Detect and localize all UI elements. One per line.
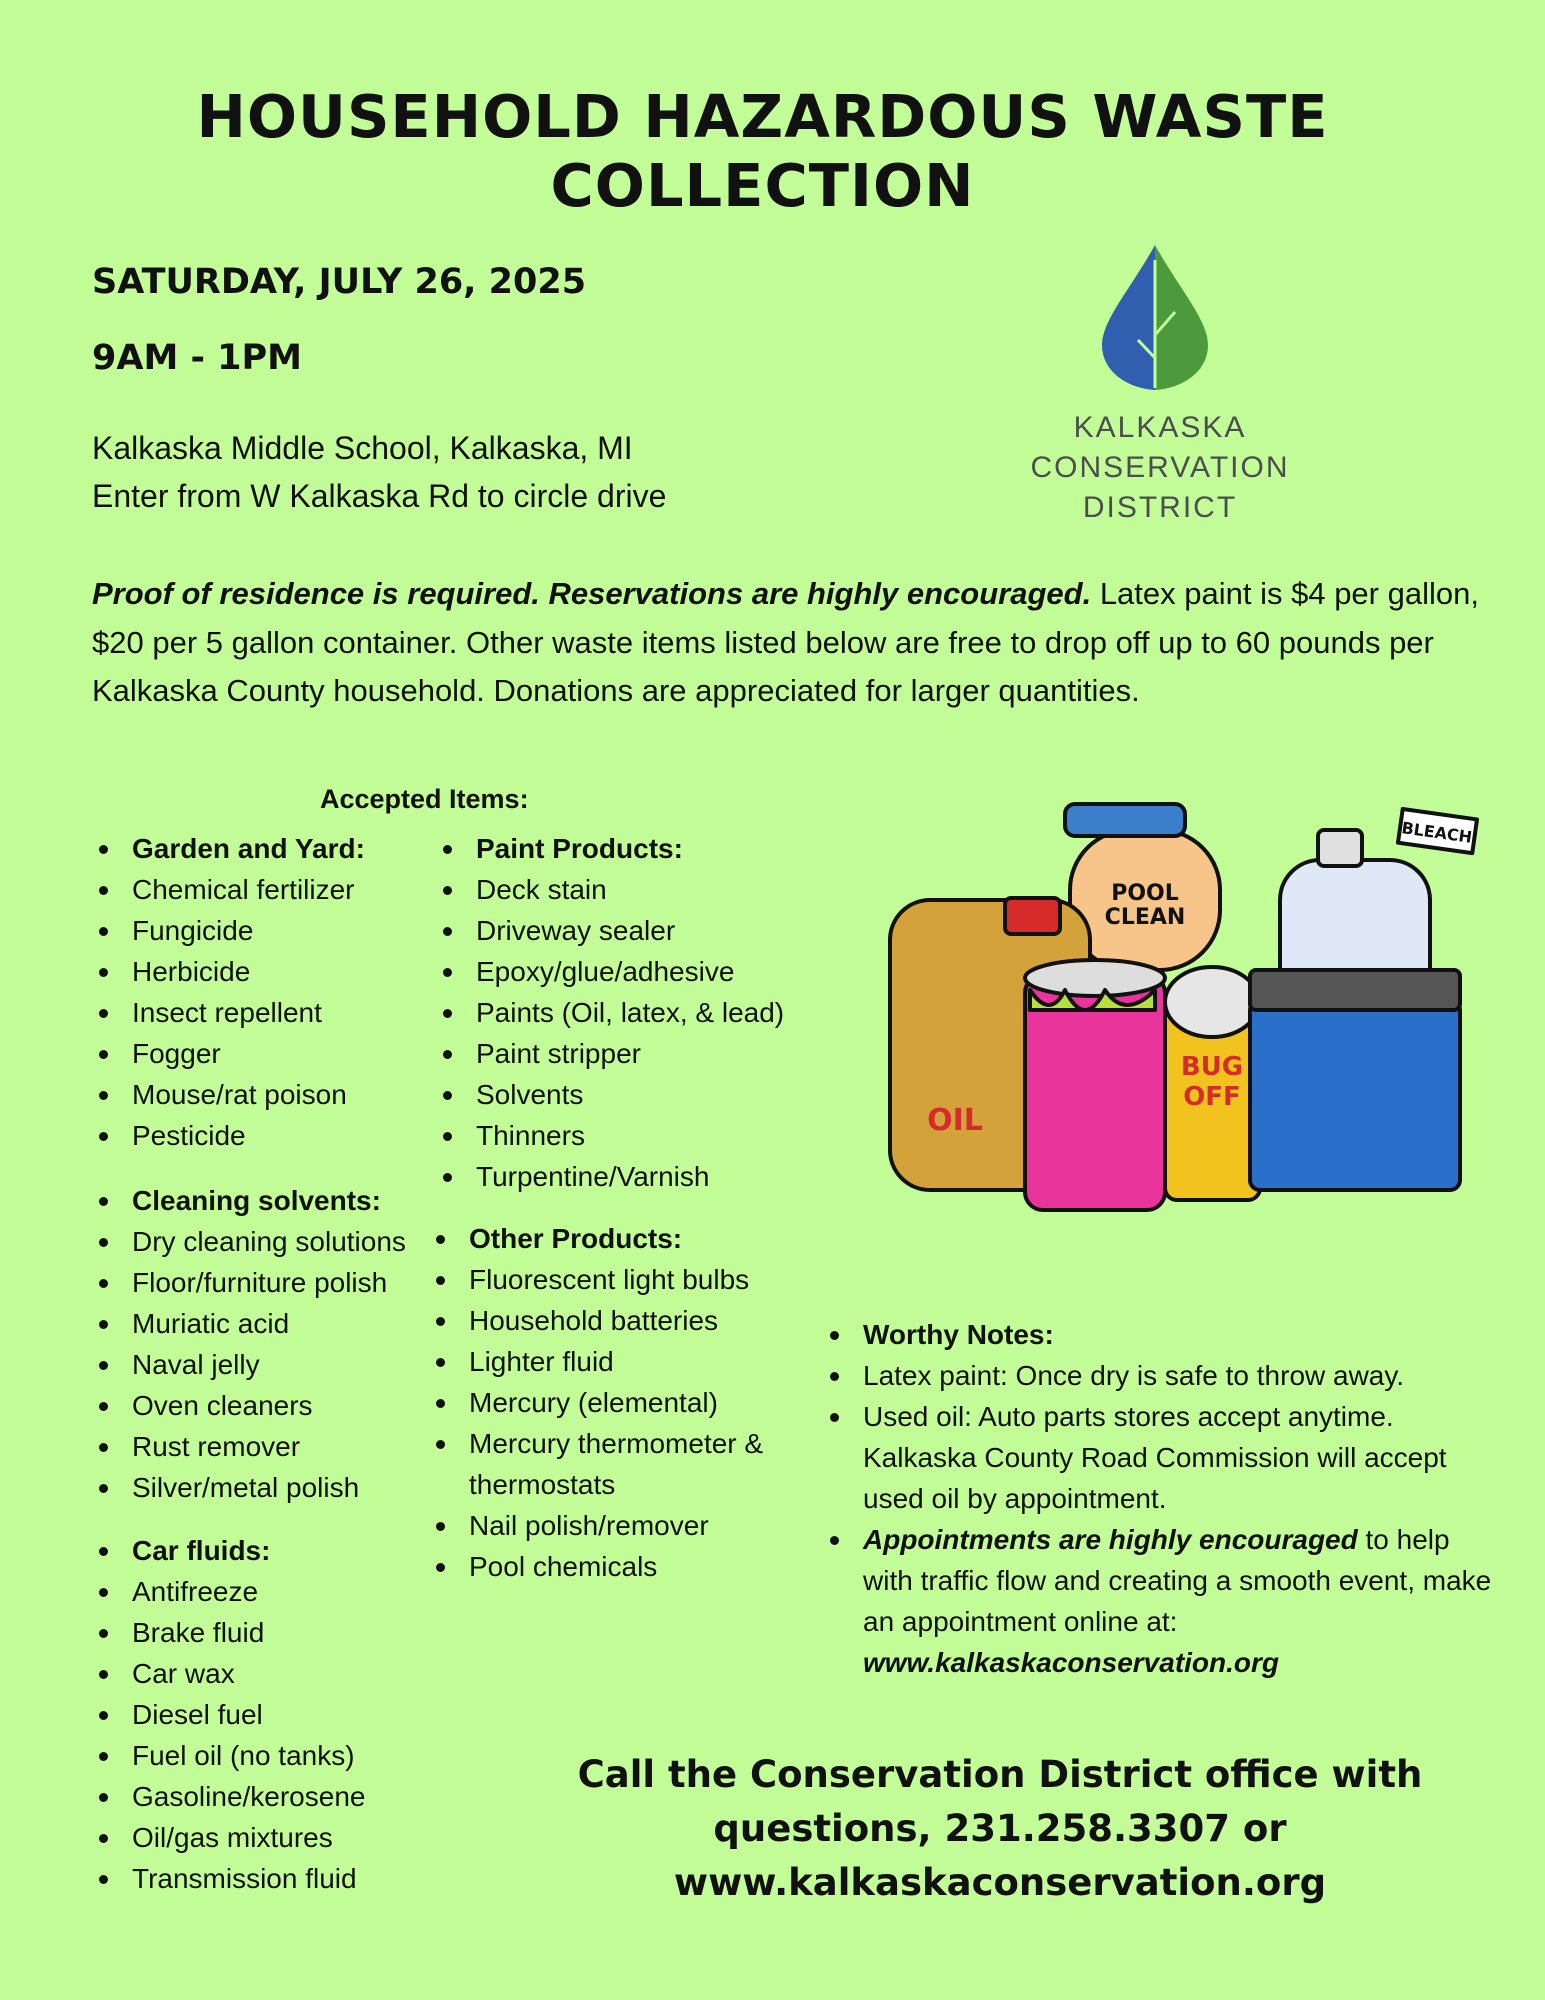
contact-line-2: questions, 231.258.3307 or xyxy=(713,1807,1287,1850)
list-item: Silver/metal polish xyxy=(92,1467,452,1508)
notes-heading: Worthy Notes: xyxy=(823,1314,1503,1355)
accepted-items-title: Accepted Items: xyxy=(320,784,529,814)
label-bleach: BLEACH xyxy=(1400,818,1474,847)
list-item: Fogger xyxy=(92,1033,432,1074)
logo-line-3: DISTRICT xyxy=(1082,491,1238,524)
logo-line-1: KALKASKA xyxy=(1073,411,1247,444)
paint-section xyxy=(436,828,816,1197)
list-item: Paint stripper xyxy=(436,1033,816,1074)
leaf-drop-icon xyxy=(1010,240,1310,390)
event-date: SATURDAY, JULY 26, 2025 xyxy=(92,262,587,302)
list-item: Brake fluid xyxy=(92,1612,432,1653)
cleaning-heading: Cleaning solvents: xyxy=(92,1180,452,1221)
other-list xyxy=(429,1218,789,1587)
list-item: Naval jelly xyxy=(92,1344,452,1385)
cleaning-list xyxy=(92,1180,452,1508)
note-appointments-text: to help with traffic flow and creating a smooth event, make an appointment online at: xyxy=(863,1524,1492,1637)
list-item: Mouse/rat poison xyxy=(92,1074,432,1115)
district-logo xyxy=(1010,240,1310,395)
list-item: Lighter fluid xyxy=(429,1341,789,1382)
list-item: Solvents xyxy=(436,1074,816,1115)
list-item: Gasoline/kerosene xyxy=(92,1776,432,1817)
note-oil: Used oil: Auto parts stores accept anytime. Kalkaska County Road Commission will accept used oil by appointment. xyxy=(823,1396,1503,1519)
list-item: Insect repellent xyxy=(92,992,432,1033)
label-off: OFF xyxy=(1183,1082,1241,1112)
list-item: Car wax xyxy=(92,1653,432,1694)
list-item: Oil/gas mixtures xyxy=(92,1817,432,1858)
intro-text: Latex paint is $4 per gallon, $20 per 5 gallon container. Other waste items listed below are free to drop off up to 60 pounds per Kalkaska County household. Donations are appreciated for larger quantities. xyxy=(92,576,1479,708)
label-clean: CLEAN xyxy=(1104,905,1186,930)
list-item: Driveway sealer xyxy=(436,910,816,951)
list-item: Antifreeze xyxy=(92,1571,432,1612)
list-item: Nail polish/remover xyxy=(429,1505,789,1546)
contact-line-1: Call the Conservation District office with xyxy=(577,1753,1423,1796)
list-item: Muriatic acid xyxy=(92,1303,452,1344)
list-item: Epoxy/glue/adhesive xyxy=(436,951,816,992)
paint-list xyxy=(436,828,816,1197)
page-title xyxy=(0,82,1525,220)
note-latex: Latex paint: Once dry is safe to throw away. xyxy=(823,1355,1503,1396)
list-item: Paints (Oil, latex, & lead) xyxy=(436,992,816,1033)
worthy-notes xyxy=(823,1314,1503,1683)
district-logo-text xyxy=(990,408,1330,528)
cartoon-containers-image xyxy=(880,790,1490,1220)
list-item: Dry cleaning solutions xyxy=(92,1221,452,1262)
label-oil: OIL xyxy=(927,1103,983,1138)
other-section xyxy=(429,1218,789,1587)
paint-heading: Paint Products: xyxy=(436,828,816,869)
list-item: Oven cleaners xyxy=(92,1385,452,1426)
hazardous-containers-illustration xyxy=(880,790,1490,1225)
note-appointments-emphasis: Appointments are highly encouraged xyxy=(863,1524,1358,1555)
list-item: Mercury (elemental) xyxy=(429,1382,789,1423)
label-pool: POOL xyxy=(1111,881,1179,906)
list-item: Fuel oil (no tanks) xyxy=(92,1735,432,1776)
list-item: Fungicide xyxy=(92,910,432,951)
event-location xyxy=(92,424,666,520)
list-item: Household batteries xyxy=(429,1300,789,1341)
contact-website[interactable]: www.kalkaskaconservation.org xyxy=(673,1861,1327,1904)
car-battery xyxy=(1250,1000,1460,1190)
event-time: 9AM - 1PM xyxy=(92,338,302,378)
list-item: Rust remover xyxy=(92,1426,452,1467)
car-section xyxy=(92,1530,432,1899)
label-bug: BUG xyxy=(1180,1052,1244,1082)
intro-paragraph xyxy=(92,570,1492,716)
list-item: Chemical fertilizer xyxy=(92,869,432,910)
title-line-2: COLLECTION xyxy=(550,151,975,220)
list-item: Pesticide xyxy=(92,1115,432,1156)
cleaning-section xyxy=(92,1180,452,1508)
contact-info xyxy=(520,1748,1480,1910)
list-item: Pool chemicals xyxy=(429,1546,789,1587)
list-item: Deck stain xyxy=(436,869,816,910)
car-list xyxy=(92,1530,432,1899)
list-item: Floor/furniture polish xyxy=(92,1262,452,1303)
list-item: Turpentine/Varnish xyxy=(436,1156,816,1197)
logo-line-2: CONSERVATION xyxy=(1030,451,1290,484)
garden-list xyxy=(92,828,432,1156)
list-item: Fluorescent light bulbs xyxy=(429,1259,789,1300)
list-item: Diesel fuel xyxy=(92,1694,432,1735)
intro-emphasis: Proof of residence is required. Reservations are highly encouraged. xyxy=(92,576,1092,611)
garden-heading: Garden and Yard: xyxy=(92,828,432,869)
location-line-1: Kalkaska Middle School, Kalkaska, MI xyxy=(92,430,633,466)
location-line-2: Enter from W Kalkaska Rd to circle drive xyxy=(92,478,667,514)
list-item: Herbicide xyxy=(92,951,432,992)
title-line-1: HOUSEHOLD HAZARDOUS WASTE xyxy=(196,82,1329,151)
website-link[interactable]: www.kalkaskaconservation.org xyxy=(863,1647,1280,1678)
list-item: Transmission fluid xyxy=(92,1858,432,1899)
list-item: Mercury thermometer & thermostats xyxy=(429,1423,789,1505)
garden-section xyxy=(92,828,432,1156)
car-heading: Car fluids: xyxy=(92,1530,432,1571)
note-appointments xyxy=(823,1519,1503,1683)
other-heading: Other Products: xyxy=(429,1218,789,1259)
list-item: Thinners xyxy=(436,1115,816,1156)
